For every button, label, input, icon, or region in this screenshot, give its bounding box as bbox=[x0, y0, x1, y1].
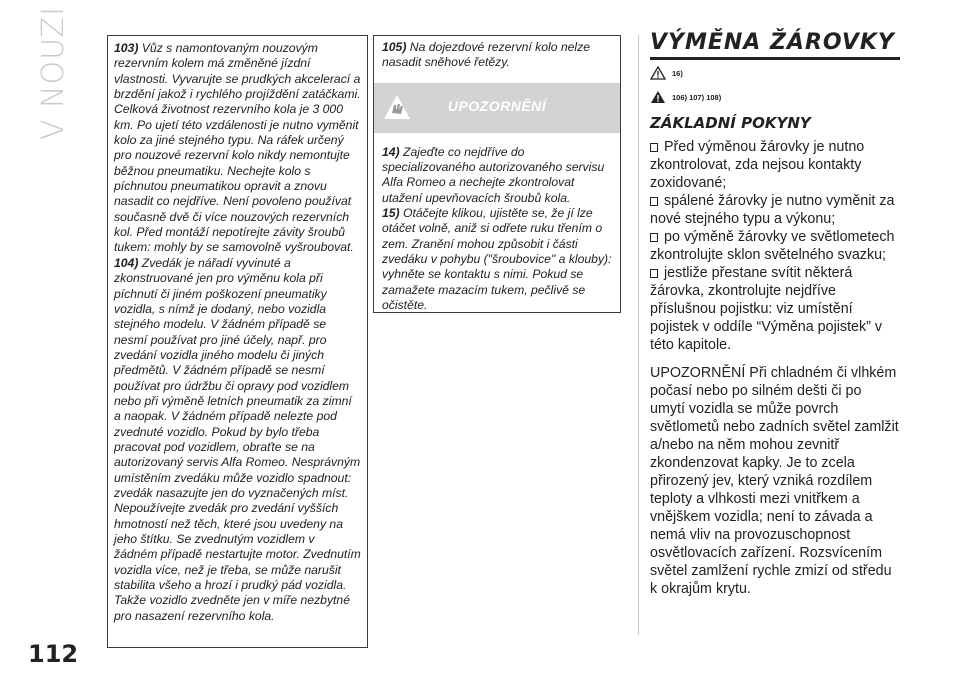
warning-header bbox=[374, 83, 620, 133]
list-item bbox=[650, 138, 900, 192]
list-item bbox=[650, 264, 900, 354]
warning-triangle-icon bbox=[650, 90, 666, 104]
bulb-replacement-section bbox=[650, 30, 900, 598]
reference-row-1 bbox=[650, 62, 900, 84]
notes-box-middle bbox=[373, 35, 621, 313]
reference-text-2: 106) 107) 108) bbox=[672, 92, 722, 102]
note-14-text: Zajeďte co nejdříve do specializovaného autorizovaného servisu Alfa Romeo a nechejte zkontrolovat utažení upevňovacích šroubů kola. bbox=[382, 144, 605, 205]
page-number: 112 bbox=[28, 640, 79, 668]
note-105-text: Na dojezdové rezervní kolo nelze nasadit sněhové řetězy. bbox=[382, 40, 591, 70]
section-subtitle: ZÁKLADNÍ POKYNY bbox=[650, 114, 811, 132]
caution-triangle-icon bbox=[650, 66, 666, 80]
note-103 bbox=[114, 41, 361, 256]
list-item-text: jestliže přestane svítit některá žárovka, zkontrolujte nejdříve příslušnou pojistku: viz umístění pojistek v oddíle “Výměna pojistek” v této kapitole. bbox=[650, 265, 883, 353]
section-side-label-text: V NOUZI bbox=[36, 6, 71, 140]
note-14-number: 14) bbox=[382, 144, 400, 159]
bullet-square-icon bbox=[650, 143, 658, 152]
note-103-number: 103) bbox=[114, 41, 139, 55]
list-item-text: Před výměnou žárovky je nutno zkontrolovat, zda nejsou kontakty zoxidované; bbox=[650, 139, 865, 191]
bullet-list bbox=[650, 138, 900, 598]
warning-title: UPOZORNĚNÍ bbox=[447, 97, 547, 114]
note-15-text: Otáčejte klikou, ujistěte se, že jí lze otáčet volně, aniž si odřete ruku třením o zem. Zranění mohou způsobit i části zvedáku v pohybu ("šroubovice" a klouby): vyhněte se kontaktu s nimi. Pokud se zamažete mazacím tukem, pečlivě se očistěte. bbox=[382, 206, 612, 313]
bullet-square-icon bbox=[650, 233, 658, 242]
column-divider bbox=[638, 35, 639, 635]
note-15 bbox=[382, 206, 612, 313]
note-paragraph: UPOZORNĚNÍ Při chladném či vlhkém počasí nebo po silném dešti či po umytí vozidla se může povrch světlometů nebo zadních světel zamlžit a/nebo na něm mohou zevnitř zkondenzovat kapky. Je to zcela přirozený jev, který vzniká rozdílem teploty a vlhkosti mezi vnitřkem a vnějškem vozidla; není to závada a nemá vliv na provozuschopnost osvětlovacích zařízení. Rozsvícením světel zamlžení rychle zmizí od středu k okrajům krytu. bbox=[650, 365, 899, 597]
list-item bbox=[650, 228, 900, 264]
list-item bbox=[650, 192, 900, 228]
bullet-square-icon bbox=[650, 197, 658, 206]
note-105 bbox=[374, 36, 620, 79]
note-105-number: 105) bbox=[382, 40, 407, 54]
note-104-number: 104) bbox=[114, 255, 139, 270]
reference-text-1: 16) bbox=[672, 68, 683, 78]
notes-box-left bbox=[107, 35, 368, 648]
list-item-text: spálené žárovky je nutno vyměnit za nové stejného typu a výkonu; bbox=[650, 193, 895, 227]
note-104 bbox=[114, 256, 361, 624]
section-title: VÝMĚNA ŽÁROVKY bbox=[650, 30, 900, 60]
note-14 bbox=[382, 145, 612, 206]
note-103-text: Vůz s namontovaným nouzovým rezervním kolem má změněné jízdní vlastnosti. Vyvarujte se prudkých akcelerací a brzdění jakož i rychlého projíždění zatáčkami. Celková životnost rezervního kola je 3 000 km. Po ujetí této vzdálenosti je nutno vyměnit kolo za jiné stejného typu. Na ráfek určený pro nouzové rezervní kolo nikdy nemontujte běžnou pneumatiku. Nechejte kolo s píchnutou pneumatikou opravit a znovu nasadit co nejdříve. Není povoleno používat současně dvě či více nouzových rezervních kol. Před montáží nepotírejte závity šroubů tukem: mohly by se samovolně vyšroubovat. bbox=[114, 41, 361, 255]
note-104-text: Zvedák je nářadí vyvinuté a zkonstruované jen pro výměnu kola při píchnutí či jiném poškození pneumatiky vozidla, s nímž je dodaný, nebo vozidla stejného modelu. V žádném případě se nesmí používat pro jiné účely, např. pro zvedání vozidla jiného modelu či jiných předmětů. V žádném případě se nesmí používat pro údržbu či opravy pod vozidlem nebo při výměně letních pneumatik za zimní a naopak. V žádném případě nelezte pod zvednuté vozidlo. Pokud by bylo třeba pracovat pod vozidlem, obraťte se na autorizovaný servis Alfa Romeo. Nesprávným umístěním zvedáku může vozidlo spadnout: zvedák nasazujte jen do vyznačených míst. Nepoužívejte zvedák pro zvedání vyšších hmotností než těch, které jsou uvedeny na jeho štítku. Se zvednutým vozidlem v žádném případě nestartujte motor. Zvednutím vozidla více, než je třeba, se může narušit stabilita všeho a hrozí i prudký pád vozidla. Takže vozidlo zvedněte jen v míře nezbytné pro nasazení rezervního kola. bbox=[114, 255, 361, 623]
reference-row-2 bbox=[650, 86, 900, 108]
note-15-number: 15) bbox=[382, 206, 400, 221]
bullet-square-icon bbox=[650, 269, 658, 278]
list-item-text: po výměně žárovky ve světlometech zkontrolujte sklon světelného svazku; bbox=[650, 229, 895, 263]
section-side-label bbox=[22, 6, 82, 150]
